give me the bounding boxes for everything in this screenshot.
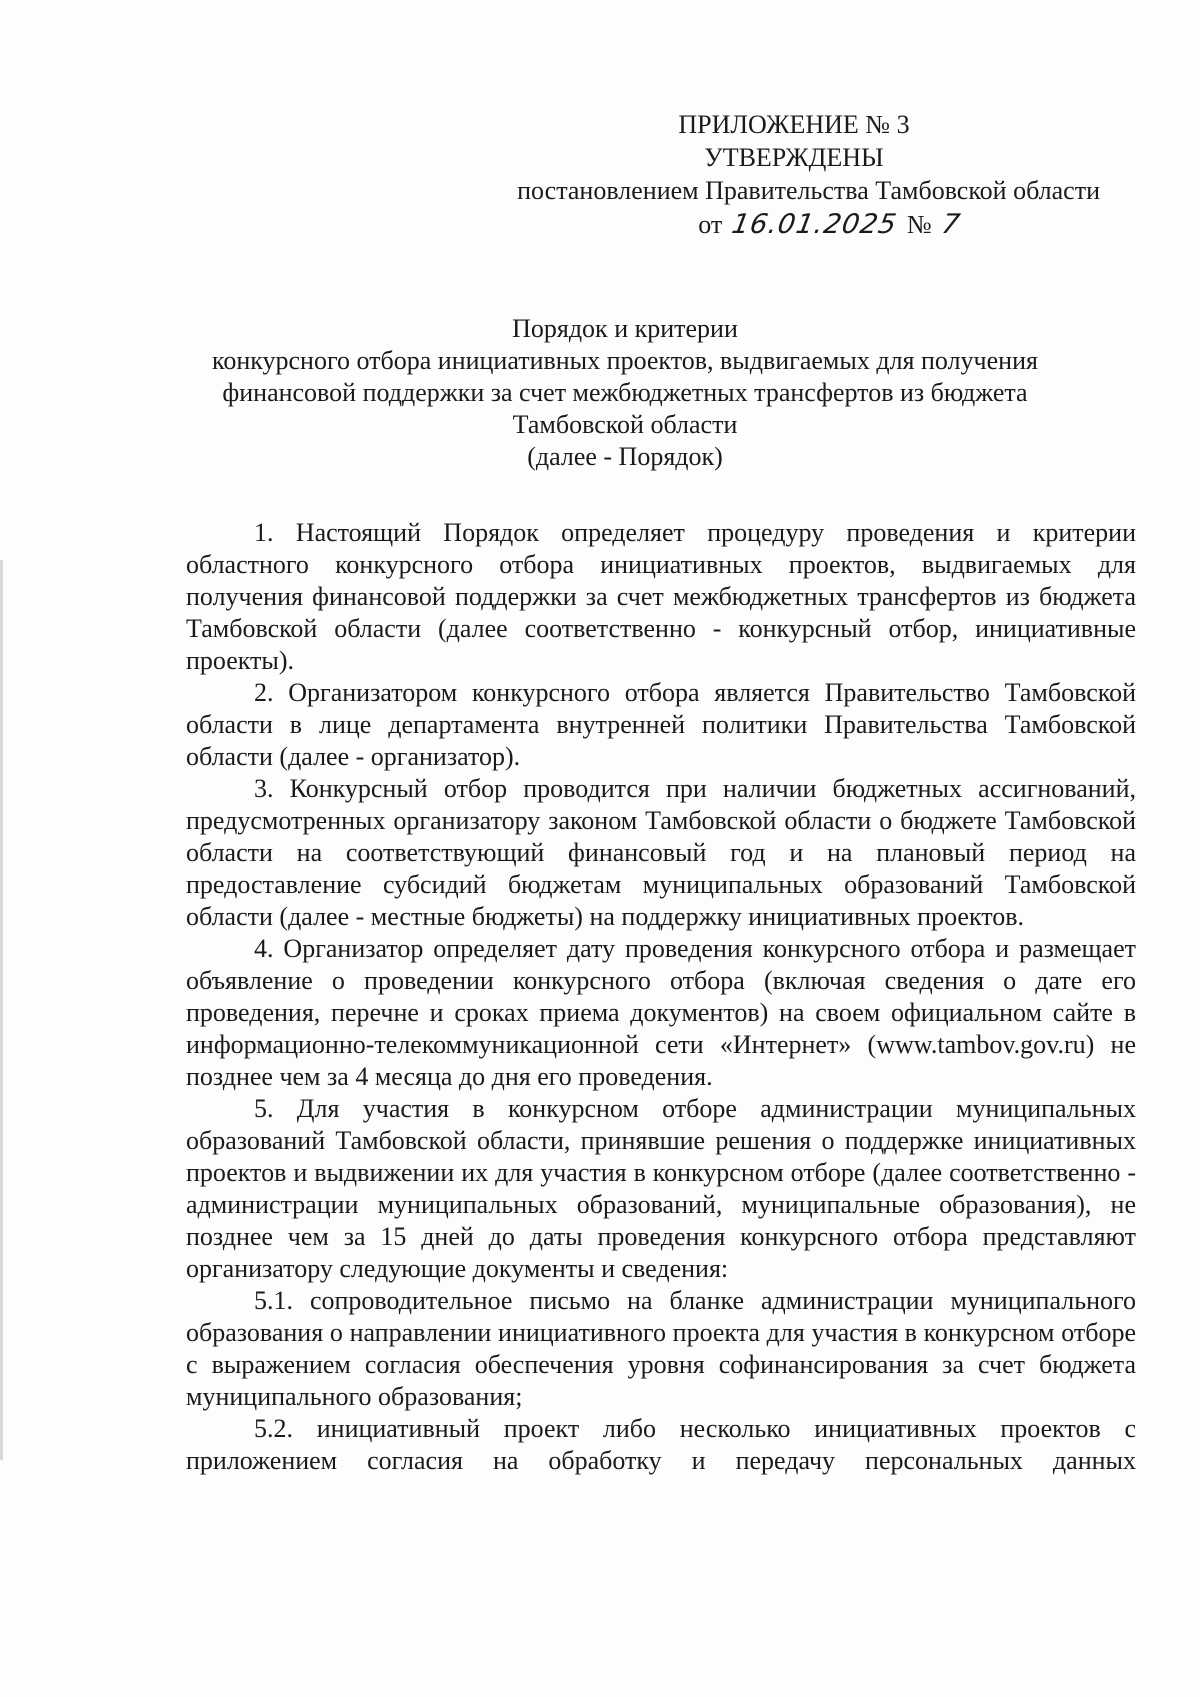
paragraph-3: 3. Конкурсный отбор проводится при наличии бюджетных ассигнований, предусмотренных организатору законом Тамбовской области о бюджете Тамбовской области на соответствующий финансовый год и на плановый период на предоставление субсидий бюджетам муниципальных образований Тамбовской области (далее - местные бюджеты) на поддержку инициативных проектов. xyxy=(186,774,1136,931)
paragraph-5-2: 5.2. инициативный проект либо несколько инициативных проектов с приложением согласия на обработку и передачу персональных данных xyxy=(186,1414,1136,1475)
decree-date-line xyxy=(488,207,1100,243)
paragraph-4: 4. Организатор определяет дату проведения конкурсного отбора и размещает объявление о проведении конкурсного отбора (включая сведения о дате его проведения, перечне и сроках приема документов) на своем официальном сайте в информационно-телекоммуникационной сети «Интернет» (www.tambov.gov.ru) не позднее чем за 4 месяца до дня его проведения. xyxy=(186,934,1136,1091)
approved-label: УТВЕРЖДЕНЫ xyxy=(704,143,884,172)
handwritten-date: 16.01.2025 xyxy=(729,209,900,240)
decree-reference: постановлением Правительства Тамбовской области xyxy=(517,176,1100,205)
title-line: Порядок и критерии xyxy=(512,314,738,343)
title-line: финансовой поддержки за счет межбюджетных трансфертов из бюджета xyxy=(222,378,1028,407)
paragraph-2: 2. Организатором конкурсного отбора является Правительство Тамбовской области в лице департамента внутренней политики Правительства Тамбовской области (далее - организатор). xyxy=(186,678,1136,771)
title-line: конкурсного отбора инициативных проектов, выдвигаемых для получения xyxy=(212,346,1038,375)
handwritten-number: 7 xyxy=(938,209,963,240)
paragraph-5: 5. Для участия в конкурсном отборе администрации муниципальных образований Тамбовской области, принявшие решения о поддержке инициативных проектов и выдвижении их для участия в конкурсном отборе (далее соответственно - администрации муниципальных образований, муниципальные образования), не позднее чем за 15 дней до даты проведения конкурсного отбора представляют организатору следующие документы и сведения: xyxy=(186,1094,1136,1283)
appendix-number: ПРИЛОЖЕНИЕ № 3 xyxy=(678,110,910,139)
date-prefix: от xyxy=(698,210,723,239)
paragraph-5-1: 5.1. сопроводительное письмо на бланке администрации муниципального образования о направлении инициативного проекта для участия в конкурсном отборе с выражением согласия обеспечения уровня софинансирования за счет бюджета муниципального образования; xyxy=(186,1286,1136,1411)
approval-header xyxy=(488,108,1100,243)
number-prefix: № xyxy=(906,210,932,239)
scan-edge-shadow xyxy=(0,560,3,1460)
document-body xyxy=(186,517,1136,1477)
document-title xyxy=(150,313,1100,473)
title-line: Тамбовской области xyxy=(512,410,738,439)
title-line: (далее - Порядок) xyxy=(527,442,723,471)
paragraph-1: 1. Настоящий Порядок определяет процедуру проведения и критерии областного конкурсного отбора инициативных проектов, выдвигаемых для получения финансовой поддержки за счет межбюджетных трансфертов из бюджета Тамбовской области (далее соответственно - конкурсный отбор, инициативные проекты). xyxy=(186,518,1136,675)
